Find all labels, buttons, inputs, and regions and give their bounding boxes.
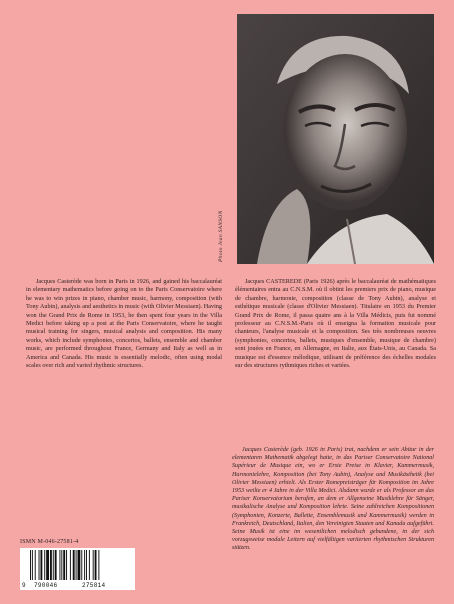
composer-portrait [237,14,434,264]
ismn-number: ISMN M-046-27581-4 [20,539,79,545]
biography-german-text: Jacques Casterède (geb. 1926 in Paris) trat, nachdem er sein Abitur in der elementaren Mathematik abgelegt hatte, in das Pariser Conservatoire National Supérieur de Musique ein, wo er Erste Preise in Klavier, Kammermusik, Harmonielehre, Komposition (bei Tony Aubin), Analyse und Musikästhetik (bei Olivier Messiaen) erhielt. Als Erster Romepreisträger für Komposition im Jahre 1953 weilte er 4 Jahre in der Villa Medici. Alsdann wurde er als Professor an das Pariser Konservatorium berufen, an dem er Allgemeine Musiklehre für Sänger, musikalische Analyse und Komposition lehrte. Seine zahlreichen Kompositionen (Symphonien, Konzerte, Ballette, Ensemblemusik und Kammermusik) werden in Frankreich, Deutschland, Italien, den Vereinigten Staaten und Kanada aufgeführt. Seine Musik ist eine im wesentlichen melodisch gebundene, in der sich vorzugsweise modale Leitern auf vielfältigen variierten rhythmischen Strukturen stützen. [232,447,434,552]
barcode-bars [20,548,135,582]
biography-german [232,446,434,553]
barcode [20,548,135,590]
biography-english [26,278,222,370]
barcode-digit-first: 9 [22,582,26,589]
biography-english-text: Jacques Casterède was born in Paris in 1926, and gained his baccalauréat in elementary mathematics before going on to the Paris Conservatoire where he was to win prizes in piano, chamber music, harmony, composition (with Tony Aubin), analysis and aesthetics in music (with Olivier Messiaen). Having won the Grand Prix de Rome in 1953, he then spent four years in the Villa Medici before taking up a post at the Paris Conservatoire, where he taught musical training for singers, musical analysis and composition. His many works, which include symphonies, concertos, ballets, ensemble and chamber music, are performed throughout France, Germany and Italy as well as in America and Canada. His music is essentially melodic, often using modal scales over rich and varied rhythmic structures. [26,278,222,370]
biography-french-text: Jacques CASTEREDE (Paris 1926) après le baccalauréat de mathématiques élémentaires entra au C.N.S.M. où il obtint les premiers prix de piano, musique de chambre, harmonie, composition (classe de Tony Aubin), analyse et esthétique musicale (classe d'Olivier Messiaen). Titulaire en 1953 du Premier Grand Prix de Rome, il passa quatre ans à la Villa Médicis, puis fut nommé professeur au C.N.S.M.-Paris où il enseigna la formation musicale pour chanteurs, l'analyse musicale et la composition. Ses très nombreuses oeuvres (symphonies, concertos, ballets, musiques d'ensemble, musique de chambre) sont jouées en France, en Allemagne, en Italie, aux États-Unis, au Canada. Sa musique est d'essence mélodique, utilisant de préférence des échelles modales sur des structures rythmiques riches et variées. [235,278,436,370]
barcode-group-right: 275814 [82,582,106,589]
barcode-group-left: 790046 [34,582,58,589]
biography-french [235,278,436,370]
photo-credit: Photo Jean SANSON [218,210,224,262]
